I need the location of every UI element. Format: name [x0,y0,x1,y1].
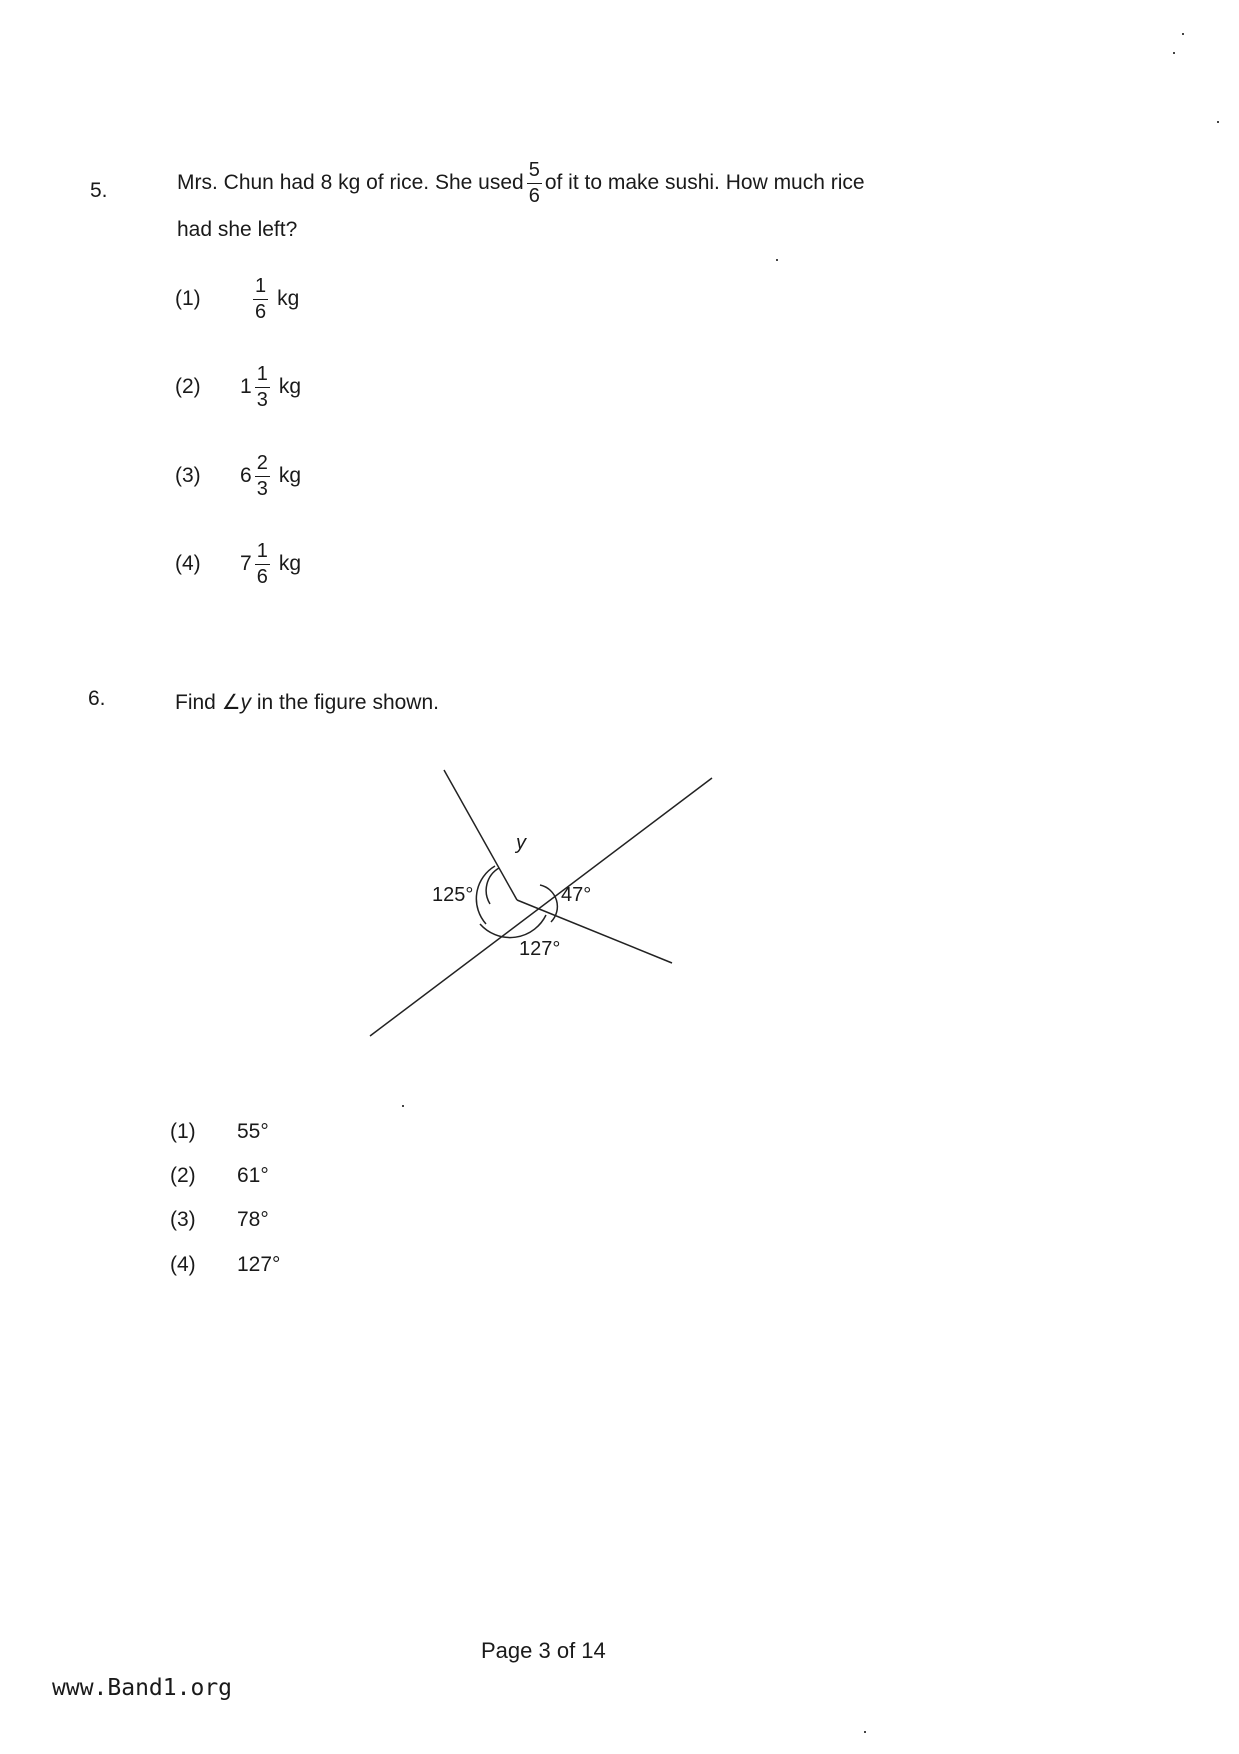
question-5-text-after: of it to make sushi. How much rice [544,171,865,194]
option-whole: 6 [240,464,252,487]
scan-speck [1217,121,1219,123]
question-5-line2: had she left? [177,218,298,241]
arc-47 [540,885,557,922]
arc-y [486,868,499,904]
figure-label-y: y [516,832,526,854]
fraction-numerator: 5 [528,159,540,181]
option-value: 127° [237,1253,281,1276]
q6-option-3[interactable] [170,1208,269,1232]
fraction-denominator: 6 [528,185,540,207]
q6-option-2[interactable] [170,1164,269,1188]
option-denominator: 6 [255,301,267,323]
option-unit: kg [278,552,301,575]
angle-symbol: ∠ [221,691,241,714]
option-label: (2) [170,1164,196,1187]
question-5-number: 5. [90,179,108,202]
q6-option-4[interactable] [170,1253,280,1277]
question-6-find: Find [175,691,216,714]
question-5-text-before: Mrs. Chun had 8 kg of rice. She used [177,171,524,194]
option-unit: kg [278,375,301,398]
question-6-variable: y [240,691,252,714]
scan-speck [776,259,778,261]
question-6-number: 6. [88,687,106,710]
option-whole: 1 [240,375,252,398]
option-label: (2) [175,375,201,398]
page-number: Page 3 of 14 [481,1638,606,1663]
option-value: 78° [237,1208,269,1231]
scan-speck [864,1731,866,1733]
option-denominator: 6 [256,566,268,588]
option-numerator: 1 [256,540,268,562]
figure-angle-127: 127° [519,938,561,960]
figure-angle-47: 47° [561,884,592,906]
site-watermark: www.Band1.org [52,1675,233,1701]
option-label: (1) [170,1120,196,1143]
option-value: 55° [237,1120,269,1143]
option-label: (4) [175,552,201,575]
option-value: 61° [237,1164,269,1187]
option-label: (3) [175,464,201,487]
option-unit: kg [277,287,300,310]
question-6-rest: in the figure shown. [256,691,439,714]
option-numerator: 2 [256,452,268,474]
option-whole: 7 [240,552,252,575]
option-numerator: 1 [255,275,267,297]
line-long [370,778,712,1036]
option-label: (3) [170,1208,196,1231]
arc-127 [480,915,546,938]
figure-angle-125: 125° [432,884,474,906]
scan-speck [1182,33,1184,35]
option-label: (4) [170,1253,196,1276]
scan-speck [402,1105,404,1107]
option-label: (1) [175,287,201,310]
option-unit: kg [278,464,301,487]
q6-option-1[interactable] [170,1120,269,1144]
scan-speck [1173,52,1175,54]
option-numerator: 1 [256,363,268,385]
option-denominator: 3 [256,389,268,411]
option-denominator: 3 [256,478,268,500]
